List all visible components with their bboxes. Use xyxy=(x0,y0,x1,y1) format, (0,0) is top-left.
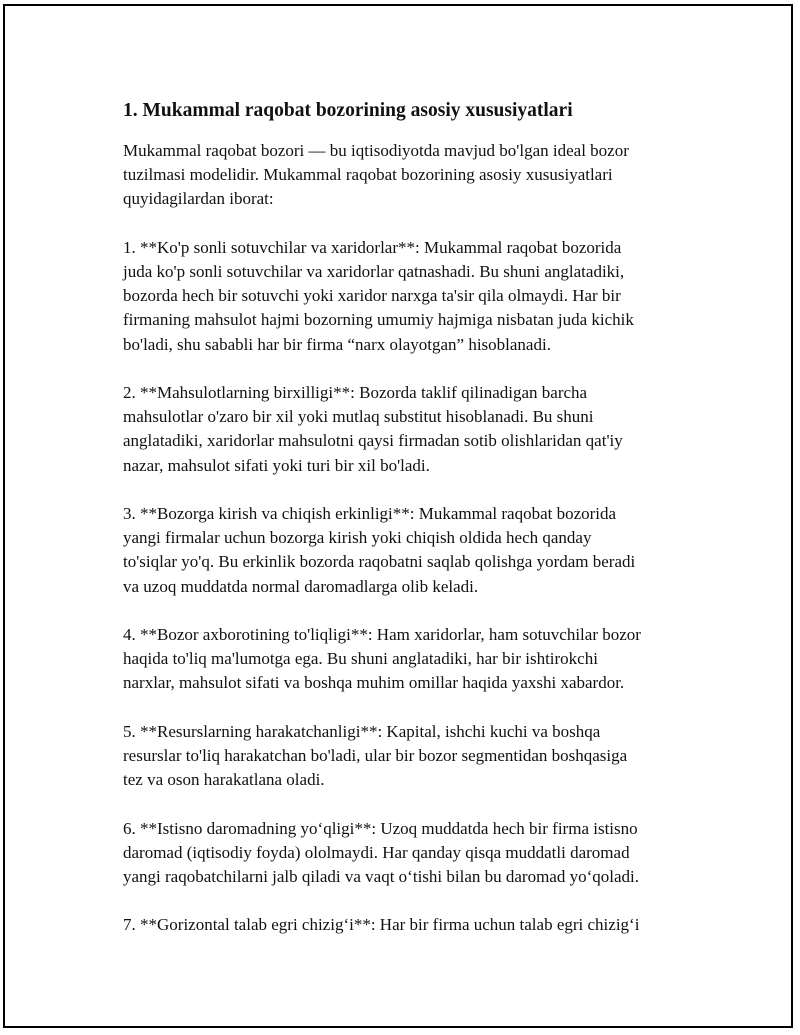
text-line: 2. **Mahsulotlarning birxilligi**: Bozorda taklif qilinadigan barcha xyxy=(123,383,588,402)
text-line: quyidagilardan iborat: xyxy=(123,189,274,209)
text-line: 5. **Resurslarning harakatchanligi**: Kapital, ishchi kuchi va boshqa xyxy=(123,721,601,741)
text-line: daromad (iqtisodiy foyda) ololmaydi. Har qanday qisqa muddatli daromad xyxy=(123,842,630,862)
list-item-2 xyxy=(123,381,693,478)
text-line: haqida to'liq ma'lumotga ega. Bu shuni anglatadiki, har bir ishtirokchi xyxy=(123,649,598,669)
text-line: firmaning mahsulot hajmi bozorning umumiy hajmiga nisbatan juda kichik xyxy=(123,310,634,330)
list-item-5 xyxy=(123,720,693,793)
text-line: nazar, mahsulot sifati yoki turi bir xil bo'ladi. xyxy=(123,455,430,475)
list-item-4 xyxy=(123,623,693,696)
text-line: 3. **Bozorga kirish va chiqish erkinligi**: Mukammal raqobat bozorida xyxy=(123,504,617,523)
text-line: tuzilmasi modelidir. Mukammal raqobat bozorining asosiy xususiyatlari xyxy=(123,165,613,185)
text-line: 7. **Gorizontal talab egri chizig‘i**: Har bir firma uchun talab egri chizig‘i xyxy=(123,915,640,935)
text-line: 4. **Bozor axborotining to'liqligi**: Ham xaridorlar, ham sotuvchilar bozor xyxy=(123,625,641,644)
text-line: narxlar, mahsulot sifati va boshqa muhim omillar haqida yaxshi xabardor. xyxy=(123,673,625,693)
text-line: bo'ladi, shu sababli har bir firma “narx olayotgan” hisoblanadi. xyxy=(123,334,551,354)
list-item-3 xyxy=(123,502,693,599)
text-line: Mukammal raqobat bozori — bu iqtisodiyotda mavjud bo'lgan ideal bozor xyxy=(123,141,629,160)
list-item-1 xyxy=(123,236,693,357)
text-line: yangi firmalar uchun bozorga kirish yoki chiqish oldida hech qanday xyxy=(123,528,592,548)
document-title: 1. Mukammal raqobat bozorining asosiy xususiyatlari xyxy=(123,100,573,121)
text-line: resurslar to'liq harakatchan bo'ladi, ular bir bozor segmentidan boshqasiga xyxy=(123,746,628,765)
text-line: tez va oson harakatlana oladi. xyxy=(123,770,325,790)
text-line: to'siqlar yo'q. Bu erkinlik bozorda raqobatni saqlab qolishga yordam beradi xyxy=(123,552,636,572)
text-line: anglatadiki, xaridorlar mahsulotni qaysi firmadan sotib olishlaridan qat'iy xyxy=(123,431,623,451)
list-item-6 xyxy=(123,817,693,890)
text-line: mahsulotlar o'zaro bir xil yoki mutlaq substitut hisoblanadi. Bu shuni xyxy=(123,407,594,427)
text-line: 1. **Ko'p sonli sotuvchilar va xaridorlar**: Mukammal raqobat bozorida xyxy=(123,237,622,257)
text-line: va uzoq muddatda normal daromadlarga olib keladi. xyxy=(123,576,479,596)
text-line: juda ko'p sonli sotuvchilar va xaridorlar qatnashadi. Bu shuni anglatadiki, xyxy=(123,262,625,281)
intro-paragraph xyxy=(123,139,693,212)
text-line: 6. **Istisno daromadning yo‘qligi**: Uzoq muddatda hech bir firma istisno xyxy=(123,818,638,838)
list-item-7 xyxy=(123,913,693,937)
page-frame xyxy=(3,4,793,1028)
document-content xyxy=(123,98,693,962)
text-line: bozorda hech bir sotuvchi yoki xaridor narxga ta'sir qila olmaydi. Har bir xyxy=(123,286,621,306)
text-line: yangi raqobatchilarni jalb qiladi va vaqt o‘tishi bilan bu daromad yo‘qoladi. xyxy=(123,867,640,886)
